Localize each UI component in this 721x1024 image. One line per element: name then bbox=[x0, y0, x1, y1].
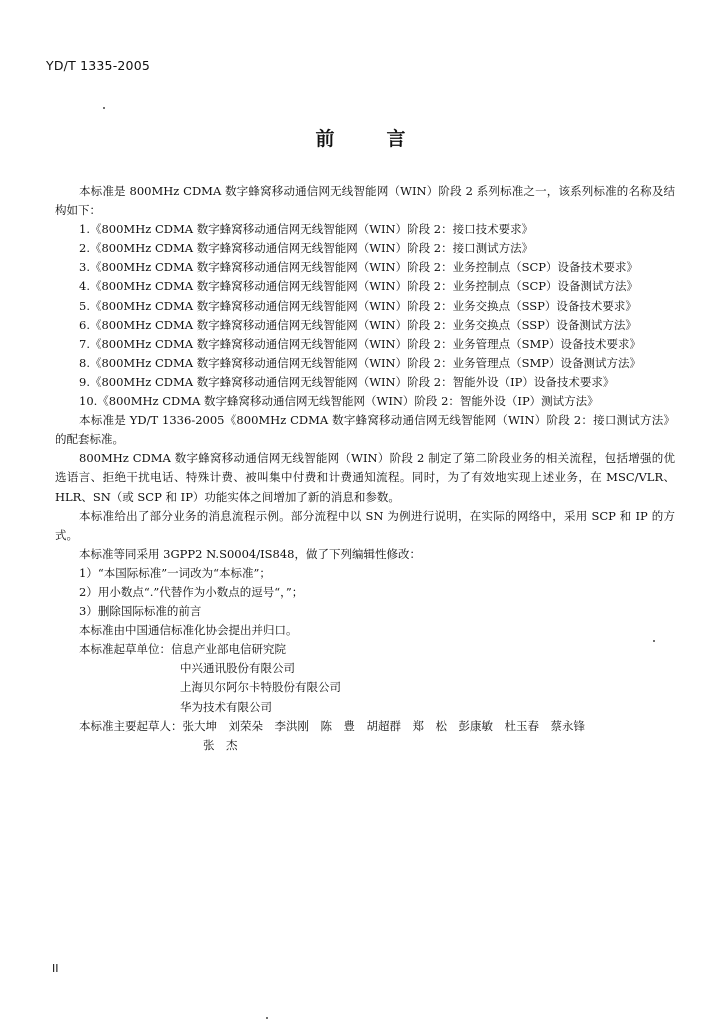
paragraph-adoption: 本标准等同采用 3GPP2 N.S0004/IS848，做了下列编辑性修改： bbox=[79, 546, 421, 561]
standard-number: YD/T 1335-2005 bbox=[46, 58, 151, 73]
paragraph-message-flows: 本标准给出了部分业务的消息流程示例。部分流程中以 SN 为例进行说明，在实际的网络中，采用 SCP 和 IP 的方式。 bbox=[55, 508, 675, 542]
drafters-line bbox=[55, 717, 675, 736]
paragraph-intro: 本标准是 800MHz CDMA 数字蜂窝移动通信网无线智能网（WIN）阶段 2 系列标准之一，该系列标准的名称及结构如下： bbox=[55, 184, 675, 218]
list-item: 8.《800MHz CDMA 数字蜂窝移动通信网无线智能网（WIN）阶段 2：业务管理点（SMP）设备测试方法》 bbox=[79, 355, 641, 370]
page-title: 前言 bbox=[315, 128, 458, 150]
paragraph-companion-standard: 本标准是 YD/T 1336-2005《800MHz CDMA 数字蜂窝移动通信网无线智能网（WIN）阶段 2：接口测试方法》的配套标准。 bbox=[55, 413, 675, 447]
edit-item: 3）删除国际标准的前言 bbox=[79, 604, 202, 619]
list-item: 9.《800MHz CDMA 数字蜂窝移动通信网无线智能网（WIN）阶段 2：智能外设（IP）设备技术要求》 bbox=[79, 374, 615, 389]
list-item: 7.《800MHz CDMA 数字蜂窝移动通信网无线智能网（WIN）阶段 2：业务管理点（SMP）设备技术要求》 bbox=[79, 336, 641, 351]
paragraph-proposer: 本标准由中国通信标准化协会提出并归口。 bbox=[79, 623, 298, 638]
document-body bbox=[55, 182, 675, 755]
page-number: II bbox=[52, 962, 59, 975]
drafting-unit: 中兴通讯股份有限公司 bbox=[180, 661, 295, 676]
edit-item: 1）“本国际标准”一词改为“本标准”； bbox=[79, 565, 271, 580]
drafters-names: 张大坤 刘荣朵 李洪刚 陈 豊 胡超群 郑 松 彭康敏 杜玉春 蔡永锋 bbox=[182, 718, 585, 733]
drafters-names-continued: 张 杰 bbox=[203, 737, 238, 752]
drafting-unit: 信息产业部电信研究院 bbox=[171, 642, 286, 657]
drafters-label: 本标准主要起草人： bbox=[79, 718, 183, 733]
list-item: 1.《800MHz CDMA 数字蜂窝移动通信网无线智能网（WIN）阶段 2：接口技术要求》 bbox=[79, 222, 534, 237]
edit-item: 2）用小数点“.”代替作为小数点的逗号“，”； bbox=[79, 584, 304, 599]
paragraph-win-phase2: 800MHz CDMA 数字蜂窝移动通信网无线智能网（WIN）阶段 2 制定了第二阶段业务的相关流程，包括增强的优选语言、拒绝干扰电话、特殊计费、被叫集中付费和计费通知流程。同时，为了有效地实现上述业务，在 MSC/VLR、HLR、SN（或 SCP 和 IP）功能实体之间增加了新的消息和参数。 bbox=[55, 451, 675, 504]
drafting-unit: 华为技术有限公司 bbox=[180, 699, 272, 714]
list-item: 10.《800MHz CDMA 数字蜂窝移动通信网无线智能网（WIN）阶段 2：智能外设（IP）测试方法》 bbox=[79, 394, 599, 409]
drafting-units-line bbox=[55, 640, 675, 659]
scan-speck bbox=[653, 640, 655, 642]
scan-speck bbox=[266, 1017, 268, 1019]
scan-speck bbox=[103, 107, 105, 109]
drafting-unit: 上海贝尔阿尔卡特股份有限公司 bbox=[180, 680, 341, 695]
list-item: 5.《800MHz CDMA 数字蜂窝移动通信网无线智能网（WIN）阶段 2：业务交换点（SSP）设备技术要求》 bbox=[79, 298, 637, 313]
list-item: 2.《800MHz CDMA 数字蜂窝移动通信网无线智能网（WIN）阶段 2：接口测试方法》 bbox=[79, 241, 534, 256]
list-item: 6.《800MHz CDMA 数字蜂窝移动通信网无线智能网（WIN）阶段 2：业务交换点（SSP）设备测试方法》 bbox=[79, 317, 637, 332]
drafting-units-label: 本标准起草单位： bbox=[79, 642, 171, 657]
list-item: 4.《800MHz CDMA 数字蜂窝移动通信网无线智能网（WIN）阶段 2：业务控制点（SCP）设备测试方法》 bbox=[79, 279, 639, 294]
list-item: 3.《800MHz CDMA 数字蜂窝移动通信网无线智能网（WIN）阶段 2：业务控制点（SCP）设备技术要求》 bbox=[79, 260, 639, 275]
